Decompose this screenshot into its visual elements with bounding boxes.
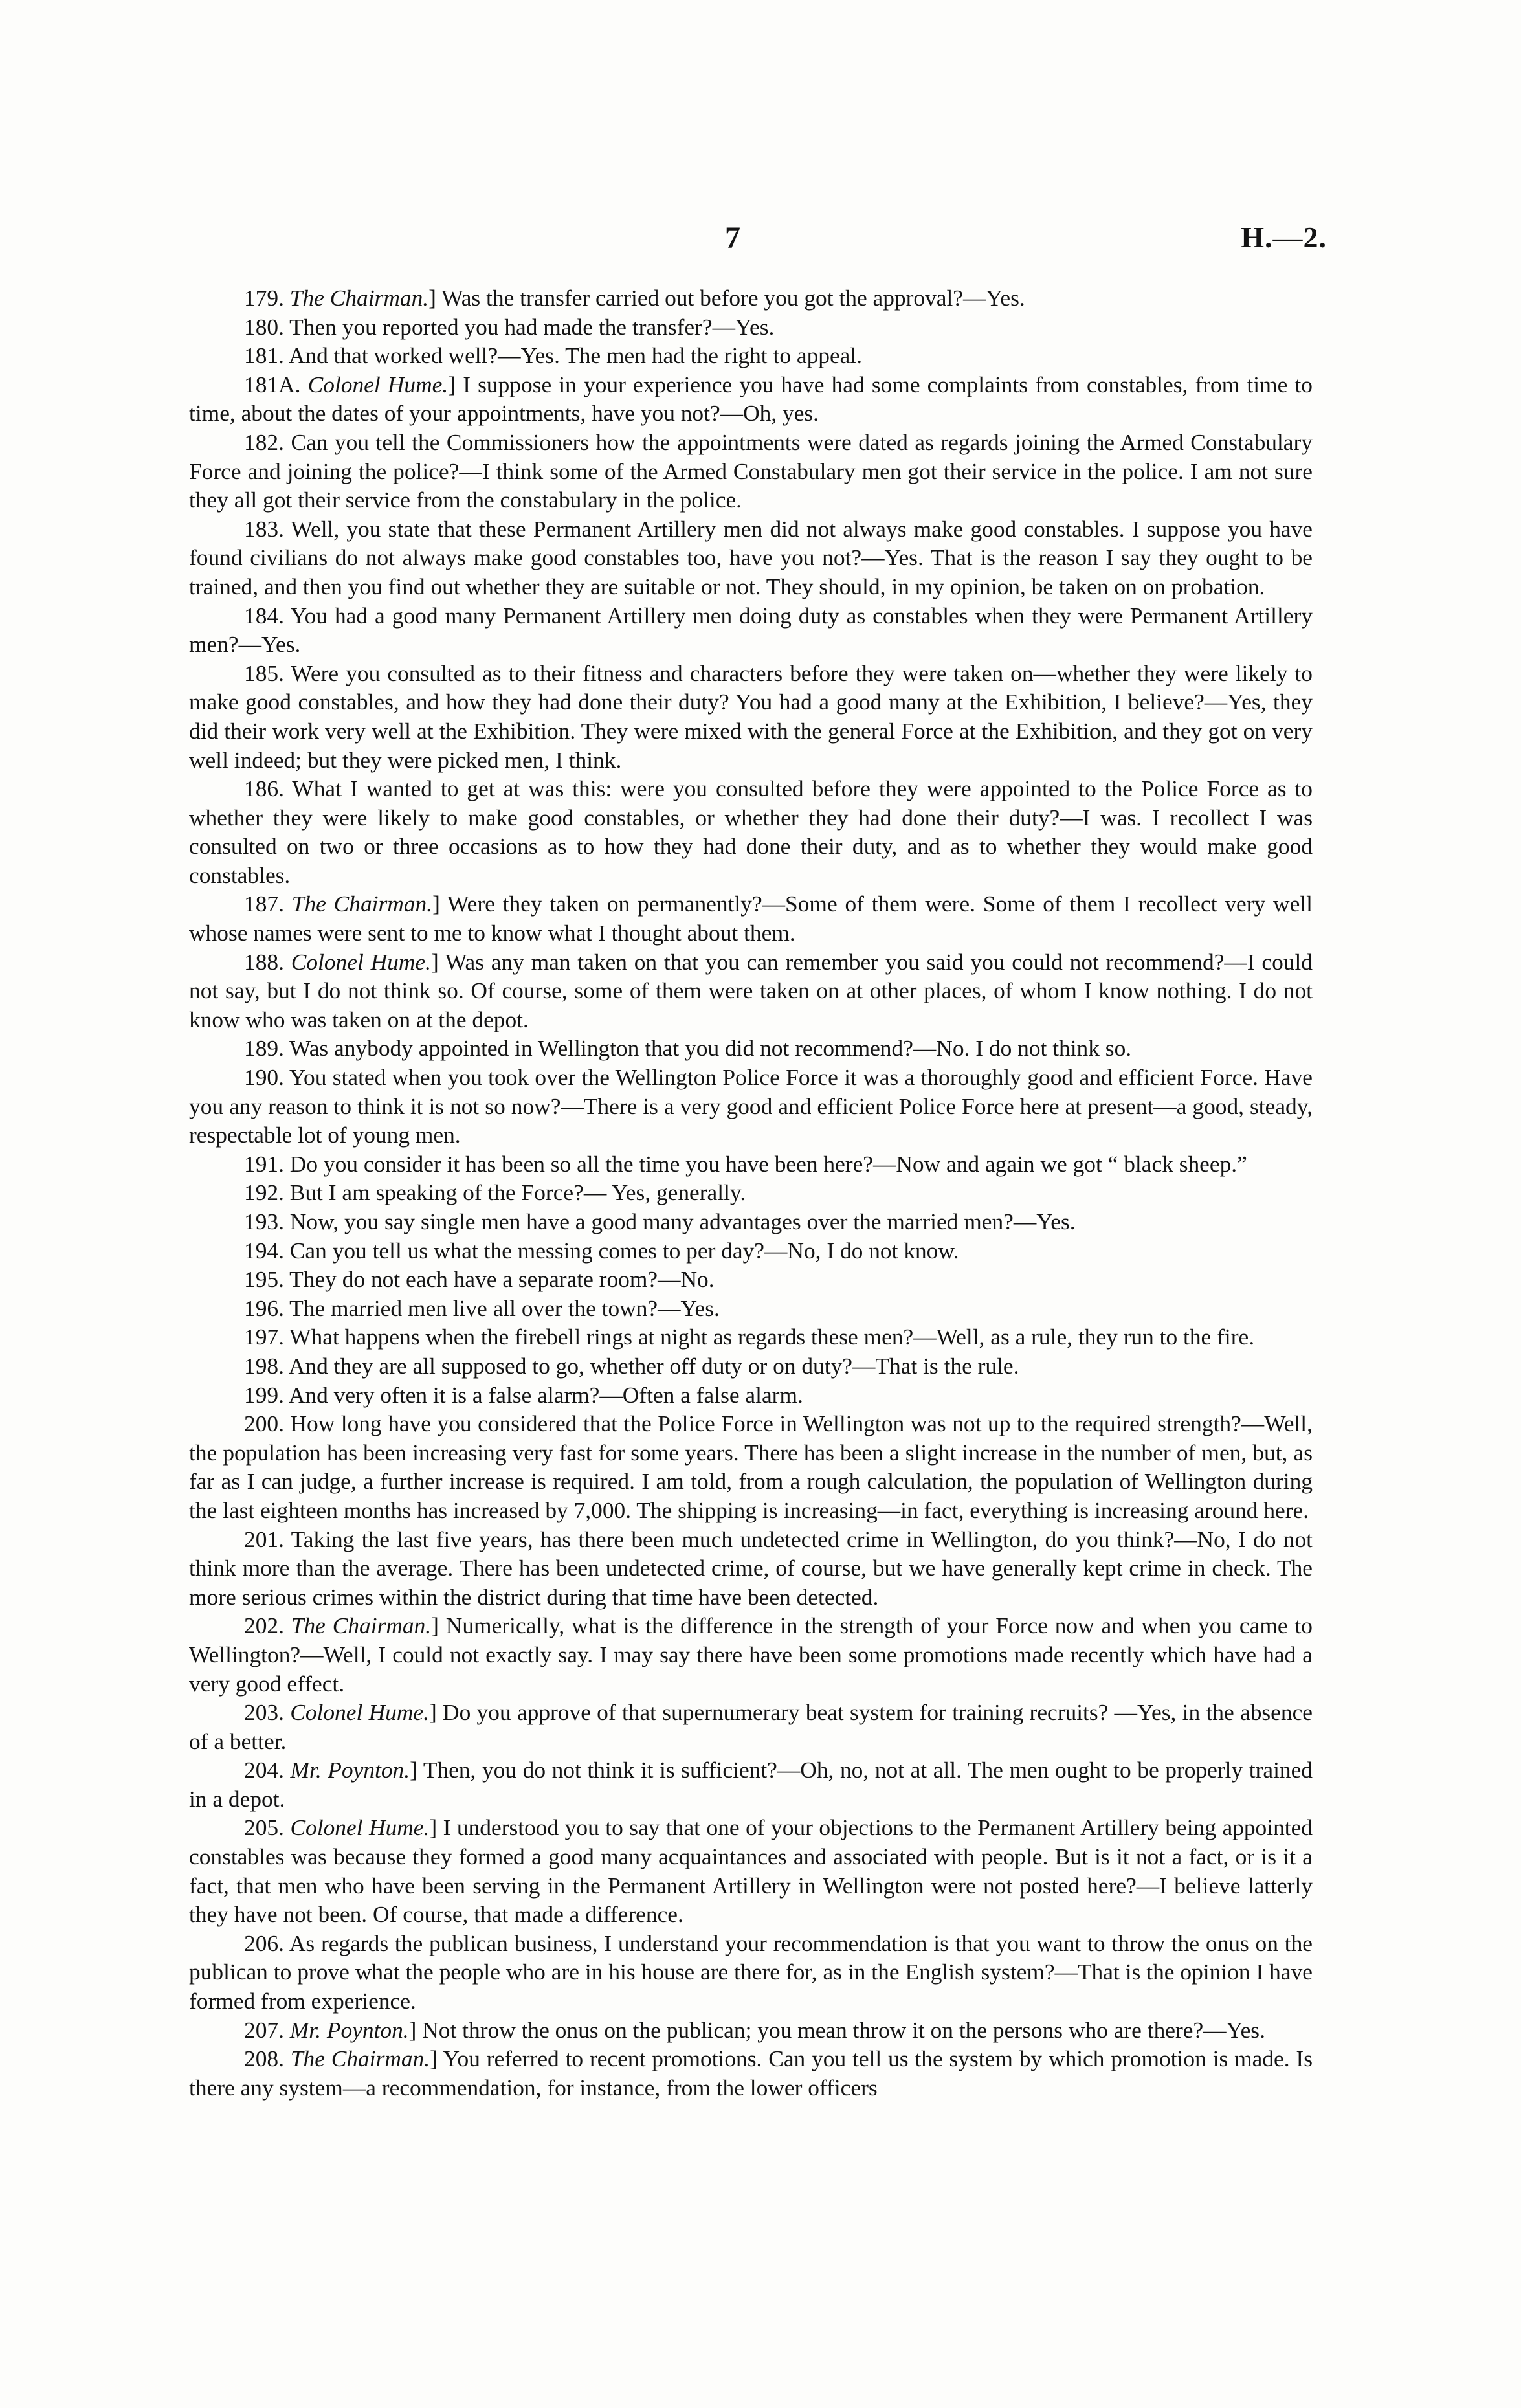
question-text: I understood you to say that one of your objections to the Permanent Artillery being appointed constables was because they formed a good many acquaintances and associated with people. But is it not a fact, or is it a fact, that men who have been serving in the Permanent Artillery in Wellington were not posted here?—I believe latterly they have not been. Of course, that made a difference. [189,1814,1313,1928]
question-number: 207. [244,2016,284,2043]
question-number: 189. [244,1035,284,1062]
question-paragraph: 205. Colonel Hume.] I understood you to say that one of your objections to the Permanent Artillery being appointed constables was because they formed a good many acquaintances and associated with people. But is it not a fact, or is it a fact, that men who have been serving in the Permanent Artillery in Wellington were not posted here?—I believe latterly they have not been. Of course, that made a difference. [189,1814,1313,1928]
question-number: 181A. [244,371,301,397]
question-number: 201. [244,1526,284,1552]
question-number: 186. [244,775,284,802]
question-text: You had a good many Permanent Artillery men doing duty as constables when they were Permanent Artillery men?—Yes. [189,602,1313,658]
question-paragraph [189,659,1313,774]
speaker-name: Mr. Poynton. [289,2016,409,2043]
question-text: Then you reported you had made the transfer?—Yes. [289,313,775,340]
evidence-text [189,284,1313,2102]
question-paragraph: 181A. Colonel Hume.] I suppose in your experience you have had some complaints from constables, from time to time, about the dates of your appointments, have you not?—Oh, yes. [189,371,1313,427]
question-text: And very often it is a false alarm?—Often a false alarm. [288,1381,803,1408]
question-text: How long have you considered that the Police Force in Wellington was not up to the required strength?—Well, the population has been increasing very fast for some years. There has been a slight increase in the number of men, but, as far as I can judge, a further increase is required. I am told, from a rough calculation, the population of Wellington during the last eighteen months has increased by 7,000. The shipping is increasing—in fact, everything is increasing around here. [189,1410,1313,1523]
speaker-name: Mr. Poynton. [290,1757,410,1783]
question-paragraph [189,1525,1313,1612]
question-number: 199. [244,1381,284,1408]
question-paragraph [189,1929,1313,2016]
question-paragraph [189,774,1313,889]
question-text: They do not each have a separate room?—No. [289,1266,715,1293]
question-paragraph [189,1178,1313,1207]
question-paragraph [189,428,1313,515]
question-text: Do you consider it has been so all the time you have been here?—Now and again we got “ black sheep.” [289,1150,1247,1177]
question-paragraph [189,1236,1313,1265]
question-paragraph: 204. Mr. Poynton.] Then, you do not think it is sufficient?—Oh, no, not at all. The men ought to be properly trained in a depot. [189,1757,1313,1812]
question-text: Was any man taken on that you can remember you said you could not recommend?—I could not say, but I do not think so. Of course, some of them were taken on at other places, of whom I know nothing. I do not know who was taken on at the depot. [189,948,1313,1032]
question-number: 191. [244,1150,284,1177]
question-paragraph: 202. The Chairman.] Numerically, what is the difference in the strength of your Force now and when you came to Wellington?—Well, I could not exactly say. I may say there have been some promotions made recently which have had a very good effect. [189,1612,1313,1697]
question-text: What I wanted to get at was this: were you consulted before they were appointed to the Police Force as to whether they were likely to make good constables, or whether they had done their duty?—I was. I recollect I was consulted on two or three occasions as to how they had done their duty, and as to whether they would make good constables. [189,775,1313,888]
question-text: Was anybody appointed in Wellington that you did not recommend?—No. I do not think so. [289,1035,1132,1062]
question-number: 202. [244,1612,284,1639]
question-paragraph [189,1352,1313,1381]
question-text: As regards the publican business, I understand your recommendation is that you want to throw the onus on the publican to prove what the people who are in his house are there for, as in the English system?—That is the opinion I have formed from experience. [189,1930,1313,2014]
page-number: 7 [725,221,741,255]
question-paragraph [189,313,1313,342]
speaker-name: The Chairman. [290,2046,430,2072]
question-paragraph: 207. Mr. Poynton.] Not throw the onus on the publican; you mean throw it on the persons who are there?—Yes. [244,2016,1265,2043]
question-text: Now, you say single men have a good many advantages over the married men?—Yes. [289,1209,1076,1234]
question-text: Were you consulted as to their fitness and characters before they were taken on—whether they were likely to make good constables, and how they had done their duty? You had a good many at the Exhibition, I believe?—Yes, they did their work very well at the Exhibition. They were mixed with the general Force at the Exhibition, and they got on very well indeed; but they were picked men, I think. [189,660,1313,773]
question-number: 190. [244,1064,284,1091]
question-number: 203. [244,1699,284,1726]
question-text: You stated when you took over the Wellington Police Force it was a thoroughly good and efficient Force. Have you any reason to think it is not so now?—There is a very good and efficient Police Force here at present—a good, steady, respectable lot of young men. [189,1064,1313,1148]
question-text: Can you tell us what the messing comes to per day?—No, I do not know. [289,1237,959,1264]
speaker-name: Colonel Hume. [290,1699,429,1726]
question-paragraph: 208. The Chairman.] You referred to recent promotions. Can you tell us the system by which promotion is made. Is there any system—a recommendation, for instance, from the lower officers [189,2046,1313,2101]
question-number: 204. [244,1757,284,1783]
question-paragraph [189,1381,1313,1410]
question-number: 205. [244,1814,284,1841]
question-paragraph: 187. The Chairman.] Were they taken on permanently?—Some of them were. Some of them I recollect very well whose names were sent to me to know what I thought about them. [189,891,1313,946]
question-paragraph [189,1322,1313,1352]
question-text: Taking the last five years, has there been much undetected crime in Wellington, do you think?—No, I do not think more than the average. There has been undetected crime, of course, but we have generally kept crime in check. The more serious crimes within the district during that time have been detected. [189,1526,1313,1610]
question-paragraph [189,1034,1313,1063]
question-number: 181. [244,342,284,369]
question-number: 184. [244,602,284,629]
speaker-name: Colonel Hume. [291,948,431,975]
question-paragraph: 179. The Chairman.] Was the transfer carried out before you got the approval?—Yes. [244,285,1025,311]
question-text: You referred to recent promotions. Can you tell us the system by which promotion is made. Is there any system—a recommendation, for instance, from the lower officers [189,2046,1313,2101]
question-paragraph [189,1063,1313,1150]
question-number: 200. [244,1410,284,1437]
question-number: 197. [244,1324,284,1350]
question-text: Then, you do not think it is sufficient?—Oh, no, not at all. The men ought to be properly trained in a depot. [189,1757,1313,1812]
question-number: 192. [244,1179,284,1206]
question-number: 196. [244,1295,284,1321]
speaker-name: The Chairman. [291,1612,432,1639]
question-paragraph [189,1409,1313,1524]
question-text: Numerically, what is the difference in the strength of your Force now and when you came to Wellington?—Well, I could not exactly say. I may say there have been some promotions made recently which have had a very good effect. [189,1612,1313,1697]
question-paragraph [189,515,1313,601]
question-number: 185. [244,660,284,686]
speaker-name: The Chairman. [291,891,433,917]
question-number: 194. [244,1237,284,1264]
question-text: Not throw the onus on the publican; you mean throw it on the persons who are there?—Yes. [422,2016,1265,2043]
question-number: 206. [244,1930,284,1956]
question-paragraph [189,1150,1313,1179]
question-number: 195. [244,1266,284,1293]
question-paragraph [189,1265,1313,1294]
question-text: Were they taken on permanently?—Some of them were. Some of them I recollect very well whose names were sent to me to know what I thought about them. [189,891,1313,946]
question-paragraph: 188. Colonel Hume.] Was any man taken on that you can remember you said you could not recommend?—I could not say, but I do not think so. Of course, some of them were taken on at other places, of whom I know nothing. I do not know who was taken on at the depot. [189,948,1313,1032]
question-paragraph [189,601,1313,659]
speaker-name: Colonel Hume. [290,1814,430,1841]
question-text: And they are all supposed to go, whether off duty or on duty?—That is the rule. [288,1352,1019,1379]
question-text: Was the transfer carried out before you got the approval?—Yes. [441,285,1025,311]
question-number: 208. [244,2046,284,2072]
question-text: Do you approve of that supernumerary beat system for training recruits? —Yes, in the absence of a better. [189,1699,1313,1754]
question-text: I suppose in your experience you have had some complaints from constables, from time to time, about the dates of your appointments, have you not?—Oh, yes. [189,371,1313,427]
series-code: H.—2. [1241,221,1327,254]
question-number: 187. [244,891,284,917]
question-paragraph [189,1207,1313,1236]
question-text: The married men live all over the town?—Yes. [289,1295,720,1321]
question-number: 198. [244,1352,284,1379]
question-number: 180. [244,313,284,340]
question-number: 179. [244,285,284,311]
question-text: And that worked well?—Yes. The men had the right to appeal. [288,342,863,369]
question-text: What happens when the firebell rings at night as regards these men?—Well, as a rule, they run to the fire. [289,1324,1255,1350]
question-text: But I am speaking of the Force?— Yes, generally. [289,1179,746,1206]
speaker-name: The Chairman. [289,285,429,311]
question-text: Well, you state that these Permanent Artillery men did not always make good constables. I suppose you have found civilians do not always make good constables too, have you not?—Yes. That is the reason I say they ought to be trained, and then you find out whether they are suitable or not. They should, in my opinion, be taken on on probation. [189,515,1313,599]
question-number: 188. [244,948,284,975]
question-number: 182. [244,429,284,455]
question-paragraph: 203. Colonel Hume.] Do you approve of that supernumerary beat system for training recruits? —Yes, in the absence of a better. [189,1699,1313,1754]
question-number: 193. [244,1209,284,1234]
question-paragraph [189,341,1313,370]
speaker-name: Colonel Hume. [307,371,449,397]
question-text: Can you tell the Commissioners how the appointments were dated as regards joining the Armed Constabulary Force and joining the police?—I think some of the Armed Constabulary men got their service in the police. I am not sure they all got their service from the constabulary in the police. [189,429,1313,513]
question-paragraph [189,1294,1313,1323]
question-number: 183. [244,515,284,542]
